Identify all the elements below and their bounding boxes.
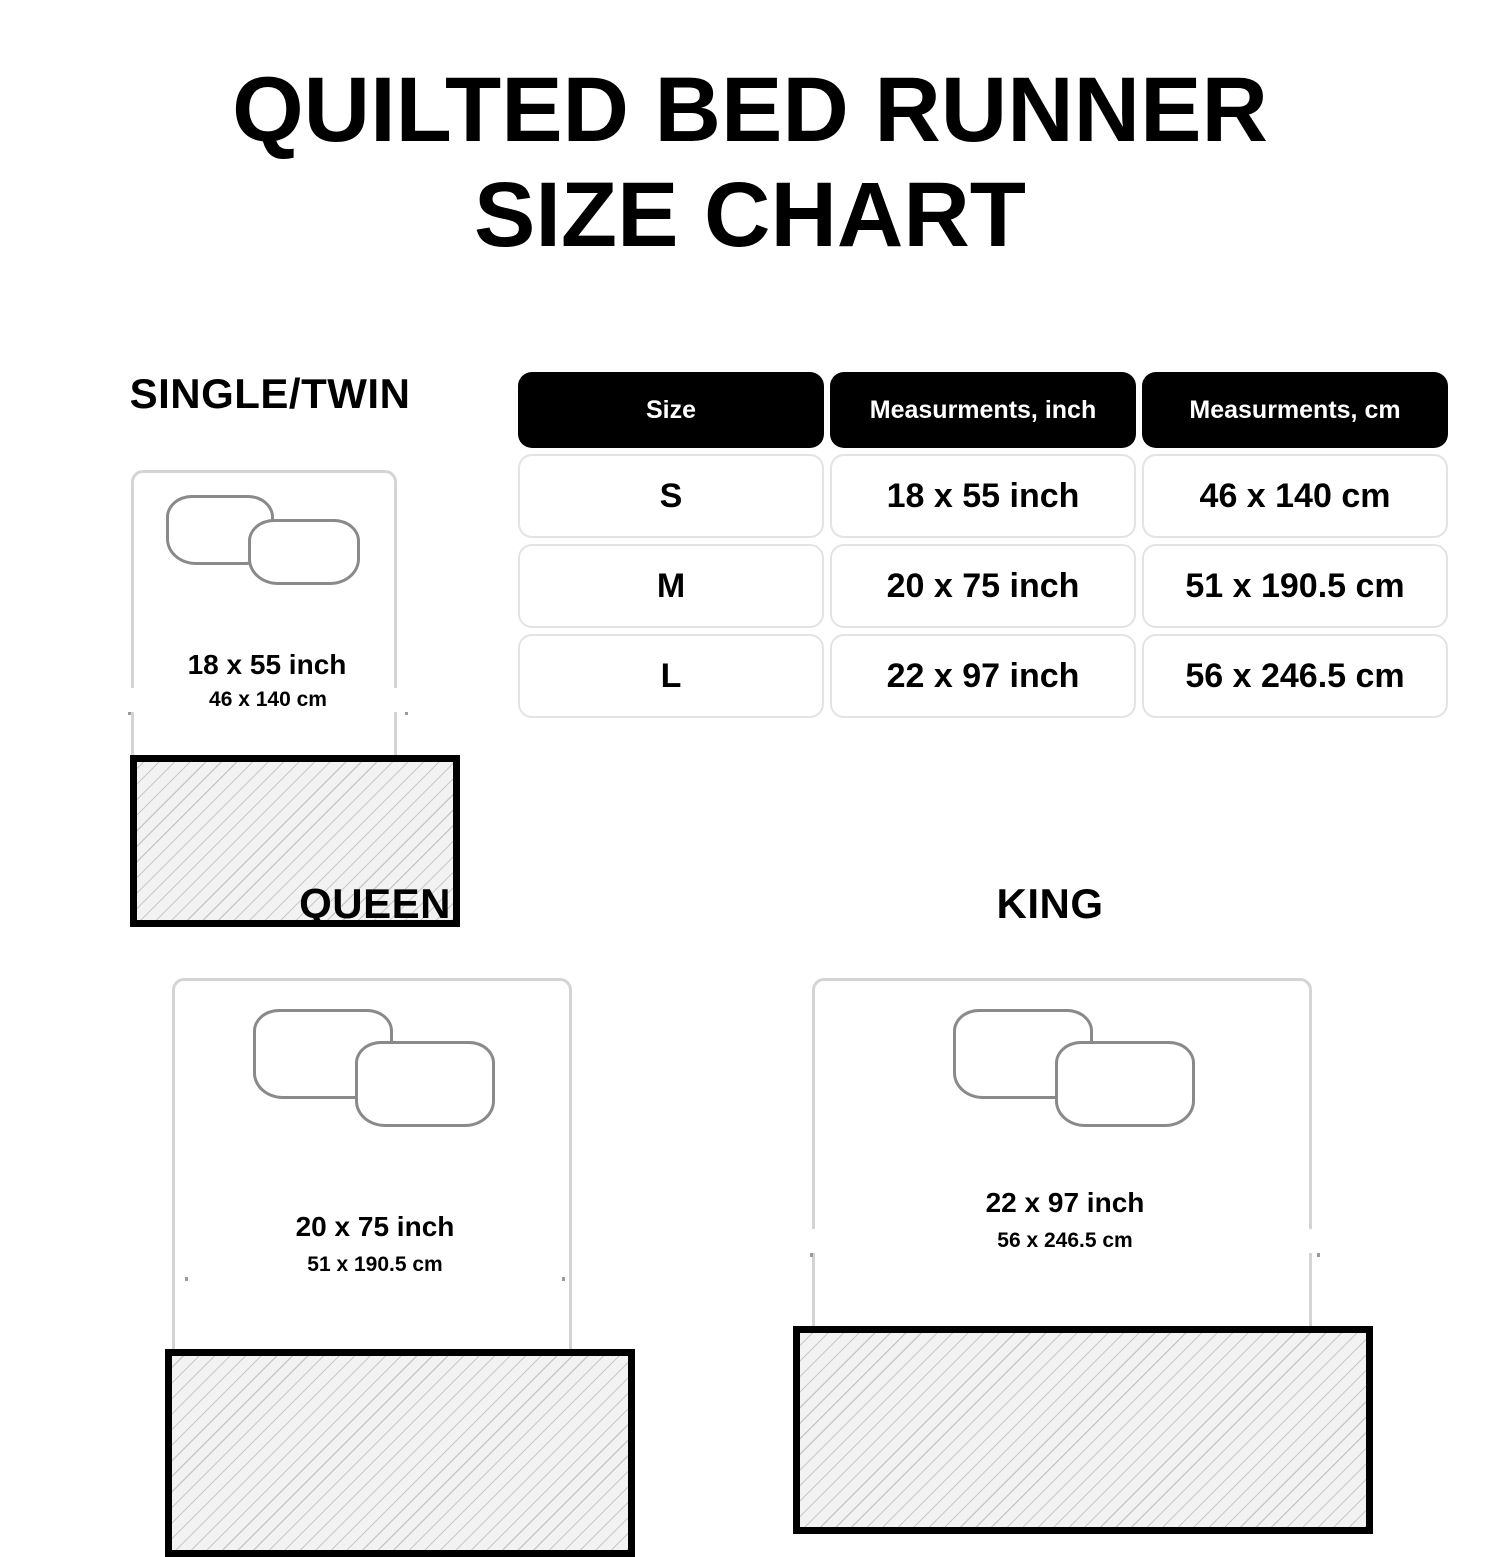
table-header-inch: Measurments, inch <box>830 372 1136 448</box>
dimension-inch-single-twin: 18 x 55 inch <box>187 649 347 680</box>
table-cell-cm-l: 56 x 246.5 cm <box>1142 634 1448 718</box>
bed-outline-queen <box>172 978 572 1508</box>
table-cell-inch-l: 22 x 97 inch <box>830 634 1136 718</box>
bed-diagram-queen <box>150 880 600 1458</box>
title-line-2: SIZE CHART <box>474 163 1026 266</box>
bed-runner-king <box>793 1326 1373 1534</box>
dimension-cm-king: 56 x 246.5 cm <box>810 1229 1320 1253</box>
bed-label-queen: QUEEN <box>299 880 451 927</box>
table-header-row <box>518 372 1448 448</box>
table-cell-size-m: M <box>518 544 824 628</box>
table-header-size: Size <box>518 372 824 448</box>
table-row <box>518 454 1448 538</box>
dimension-inch-queen: 20 x 75 inch <box>295 1211 455 1242</box>
bed-diagram-single-twin <box>100 370 440 818</box>
dimension-cm-single-twin: 46 x 140 cm <box>128 688 408 712</box>
size-table <box>518 372 1448 724</box>
bed-outline-single-twin <box>131 470 397 870</box>
table-header-cm: Measurments, cm <box>1142 372 1448 448</box>
pillow-icon <box>355 1041 495 1127</box>
pillow-icon <box>1055 1041 1195 1127</box>
table-cell-cm-s: 46 x 140 cm <box>1142 454 1448 538</box>
dimension-cm-queen: 51 x 190.5 cm <box>185 1253 565 1277</box>
bed-outline-king <box>812 978 1312 1508</box>
table-cell-size-l: L <box>518 634 824 718</box>
bed-diagram-king <box>795 880 1305 1458</box>
table-row <box>518 544 1448 628</box>
page-title <box>0 58 1500 268</box>
table-cell-size-s: S <box>518 454 824 538</box>
bed-runner-queen <box>165 1349 635 1557</box>
table-cell-inch-s: 18 x 55 inch <box>830 454 1136 538</box>
bed-label-king: KING <box>996 880 1104 927</box>
table-cell-inch-m: 20 x 75 inch <box>830 544 1136 628</box>
table-row <box>518 634 1448 718</box>
pillow-icon <box>248 519 360 585</box>
table-cell-cm-m: 51 x 190.5 cm <box>1142 544 1448 628</box>
bed-label-single-twin: SINGLE/TWIN <box>129 370 411 417</box>
title-line-1: QUILTED BED RUNNER <box>232 59 1268 161</box>
dimension-inch-king: 22 x 97 inch <box>985 1187 1145 1218</box>
